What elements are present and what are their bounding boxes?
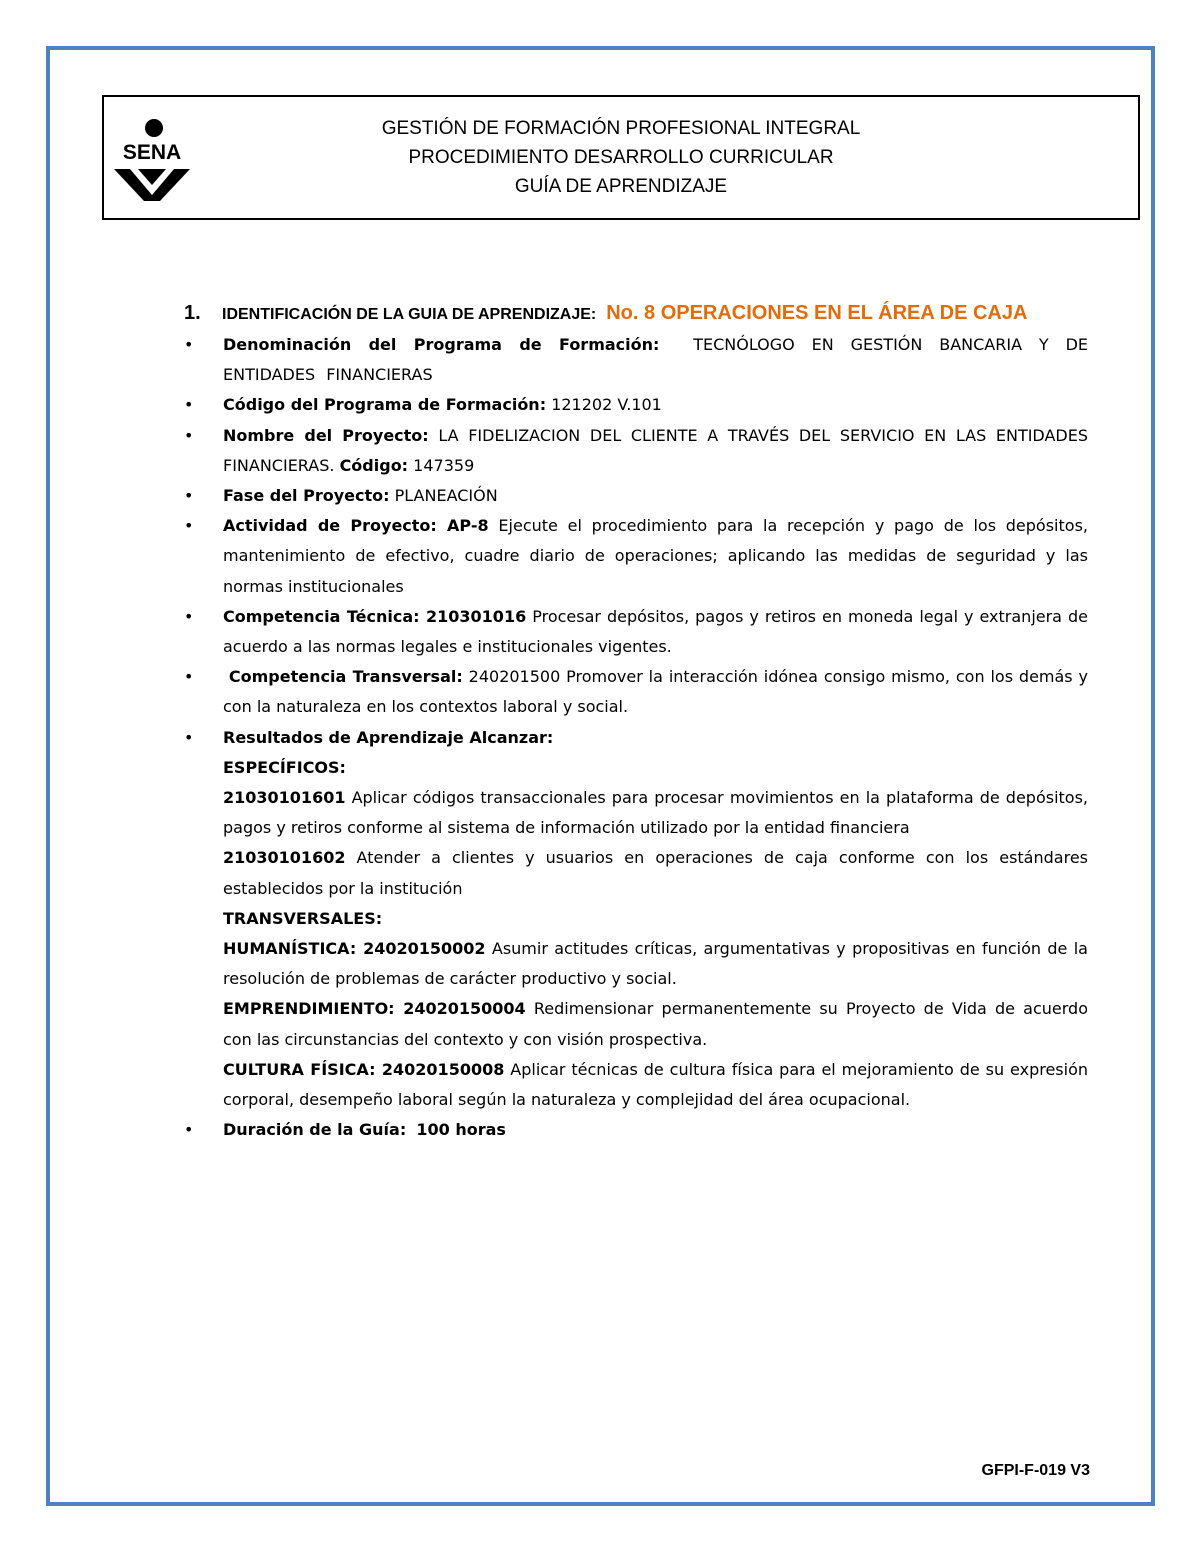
item-value: TECNÓLOGO EN GESTIÓN BANCARIA Y DE ENTIDADES FINANCIERAS — [223, 335, 1089, 385]
item-value: Ejecute el procedimiento para la recepción y pago de los depósitos, mantenimiento de efectivo, cuadre diario de operaciones; aplicando las medidas de seguridad y las normas institucionales — [223, 516, 1088, 596]
document-code: GFPI-F-019 V3 — [981, 1462, 1090, 1479]
resultado-text: Aplicar códigos transaccionales para procesar movimientos en la plataforma de depósitos, pagos y retiros conforme al sistema de información utilizado por la entidad financiera — [223, 788, 1089, 838]
bullet-icon: • — [184, 1120, 194, 1140]
header-titles — [104, 114, 1138, 201]
logo-text: SENA — [122, 141, 182, 164]
item-value: LA FIDELIZACION DEL CLIENTE A TRAVÉS DEL SERVICIO EN LAS ENTIDADES FINANCIERAS. — [223, 425, 1089, 475]
resultado-text: Atender a clientes y usuarios en operaciones de caja conforme con los estándares establecidos por la institución — [223, 848, 1088, 898]
header-title-3: GUÍA DE APRENDIZAJE — [514, 176, 728, 197]
bullet-icon: • — [184, 486, 194, 506]
item-label: Fase del Proyecto: — [223, 486, 390, 506]
transversales-label: TRANSVERSALES: — [223, 908, 383, 928]
transversal-label: HUMANÍSTICA: 24020150002 — [223, 939, 486, 959]
list-item-resultados — [184, 723, 1088, 1116]
identification-list — [184, 330, 1088, 1145]
item-label: Actividad de Proyecto: AP-8 — [223, 516, 489, 536]
bullet-icon: • — [184, 335, 194, 354]
resultado-2 — [223, 843, 1088, 903]
header-title-1: GESTIÓN DE FORMACIÓN PROFESIONAL INTEGRAL — [381, 118, 861, 139]
section-title — [184, 296, 1088, 330]
guide-title: No. 8 OPERACIONES EN EL ÁREA DE CAJA — [606, 302, 1028, 324]
list-item-denominacion — [184, 330, 1088, 390]
item-value: Procesar depósitos, pagos y retiros en moneda legal y extranjera de acuerdo a las normas legales e institucionales vigentes. — [223, 606, 1088, 657]
transversal-2 — [223, 994, 1088, 1054]
list-item-nombre — [184, 421, 1088, 481]
list-item-competencia-transversal — [184, 662, 1088, 722]
item-value: 100 horas — [416, 1120, 506, 1140]
transversal-label: CULTURA FÍSICA: 24020150008 — [223, 1059, 505, 1079]
bullet-icon: • — [184, 516, 194, 536]
bullet-icon: • — [184, 606, 194, 626]
resultado-code: 21030101602 — [223, 848, 346, 868]
item-label: Resultados de Aprendizaje Alcanzar: — [223, 727, 554, 747]
especificos-label: ESPECÍFICOS: — [223, 757, 346, 777]
list-item-fase — [184, 481, 1088, 511]
header-title-2: PROCEDIMIENTO DESARROLLO CURRICULAR — [408, 147, 834, 168]
item-label: Denominación del Programa de Formación: — [223, 335, 660, 354]
section-number: 1. — [184, 302, 201, 324]
item-label: Código del Programa de Formación: — [223, 395, 547, 415]
resultado-1 — [223, 783, 1088, 843]
item-code-value: 147359 — [413, 455, 475, 475]
list-item-codigo — [184, 390, 1088, 420]
document-header — [102, 95, 1140, 220]
list-item-competencia-tecnica — [184, 602, 1088, 662]
transversal-text: Asumir actitudes críticas, argumentativas y propositivas en función de la resolución de problemas de carácter productivo y social. — [223, 939, 1088, 989]
item-label: Competencia Transversal: — [228, 667, 463, 687]
resultado-code: 21030101601 — [223, 788, 346, 808]
list-item-actividad — [184, 511, 1088, 602]
item-value: 240201500 Promover la interacción idónea consigo mismo, con los demás y con la naturaleza en los contextos laboral y social. — [223, 667, 1088, 717]
bullet-icon: • — [184, 727, 194, 747]
transversal-1 — [223, 934, 1088, 994]
transversal-text: Aplicar técnicas de cultura física para el mejoramiento de su expresión corporal, desempeño laboral según la naturaleza y complejidad del área ocupacional. — [223, 1059, 1089, 1110]
item-value: PLANEACIÓN — [394, 486, 498, 506]
item-label: Competencia Técnica: 210301016 — [223, 606, 527, 626]
transversal-label: EMPRENDIMIENTO: 24020150004 — [223, 999, 526, 1019]
transversal-text: Redimensionar permanentemente su Proyecto de Vida de acuerdo con las circunstancias del contexto y con visión prospectiva. — [223, 999, 1089, 1049]
bullet-icon: • — [184, 395, 194, 415]
item-label: Duración de la Guía: — [223, 1120, 407, 1140]
item-code-label: Código: — [339, 455, 409, 475]
bullet-icon: • — [184, 667, 194, 687]
item-value: 121202 V.101 — [551, 395, 662, 415]
bullet-icon: • — [184, 425, 194, 445]
item-label: Nombre del Proyecto: — [223, 425, 429, 445]
list-item-duracion — [184, 1115, 1088, 1145]
transversal-3 — [223, 1055, 1088, 1115]
section-label: IDENTIFICACIÓN DE LA GUIA DE APRENDIZAJE: — [222, 306, 597, 323]
document-body — [184, 296, 1088, 1145]
